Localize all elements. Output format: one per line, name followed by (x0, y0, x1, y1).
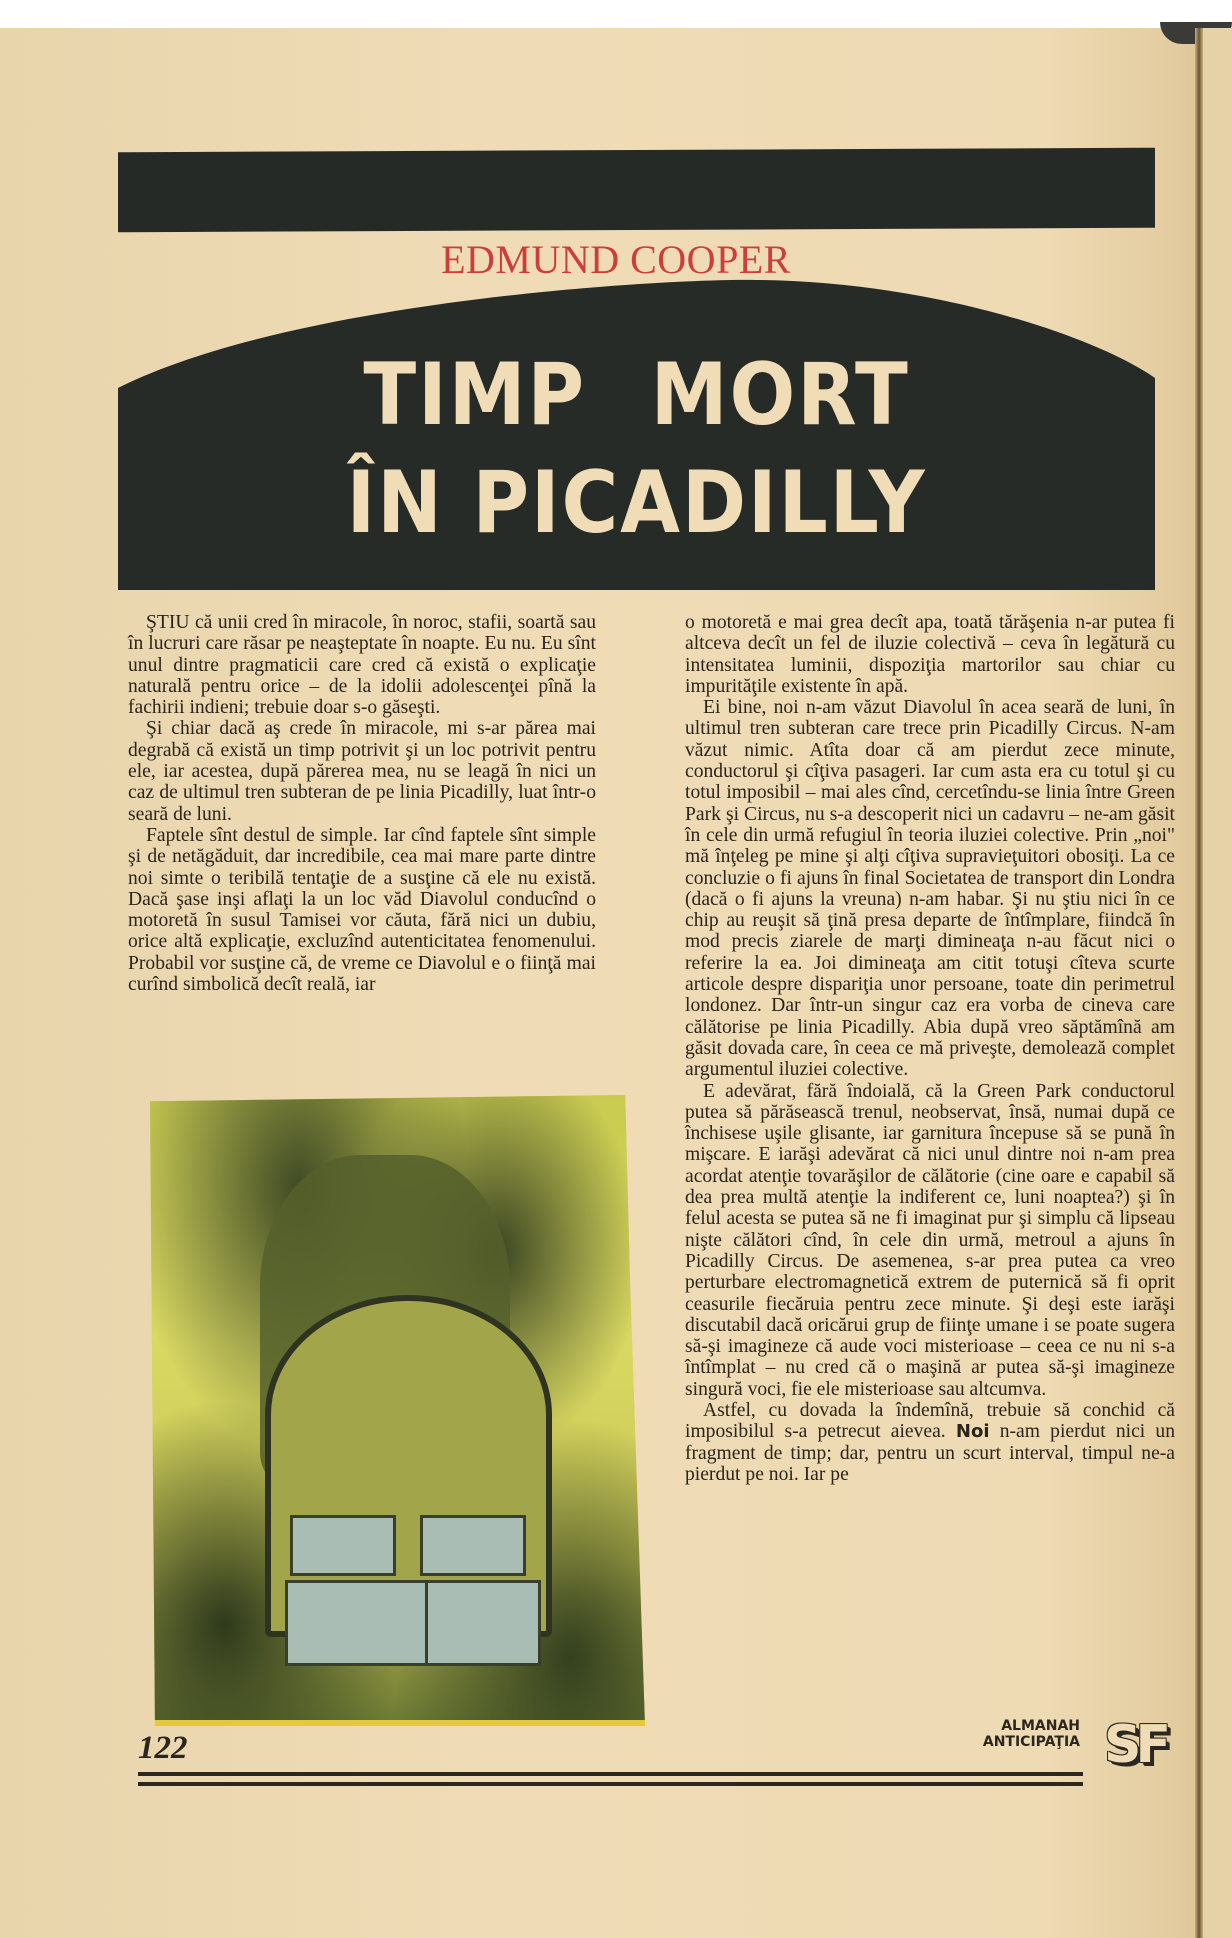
paragraph: ŞTIU că unii cred în miracole, în noroc, stafii, soartă sau în lucruri care răsar pe neaşteptate în noapte. Eu nu. Eu sînt unul dintre pragmaticii care cred că există o explicaţie naturală pentru orice – de la idolii adolescenţei pînă la fachirii indieni; trebuie doar s-o găseşti. (128, 612, 596, 719)
publication-name (935, 1718, 1080, 1750)
left-text-column (128, 612, 596, 995)
brand-line-1: ALMANAH (1001, 1718, 1080, 1734)
illustration-panel (420, 1515, 526, 1576)
title-line-1: TIMP MORT (363, 345, 910, 445)
text-span: n-am pierdut nici un fragment de timp; dar, pentru un scurt interval, timpul ne-a pierdut pe noi. Iar pe (685, 1421, 1176, 1485)
adjacent-page-edge (1203, 28, 1232, 1938)
bold-word: Noi (955, 1421, 990, 1443)
paragraph: Faptele sînt destul de simple. Iar cînd faptele sînt simple şi de netăgăduit, dar incredibile, cea mai mare parte dintre noi simte o teribilă tentaţie de a susţine că ele nu există. Dacă şase inşi aflaţi la un loc văd Diavolul conducînd o motoretă în susul Tamisei vor căuta, fără nici un dubiu, orice altă explicaţie, excluzînd autenticitatea fenomenului. Probabil vor susţine că, de vreme ce Diavolul e o fiinţă mai curînd simbolică decît reală, iar (128, 824, 596, 996)
paragraph: Ei bine, noi n-am văzut Diavolul în acea seară de luni, în ultimul tren subteran care trece prin Picadilly Circus. N-am văzut nimic. Atîta doar că am pierdut zece minute, conductorul şi cîţiva pasageri. Iar cum asta era cu totul şi cu totul imposibil – mai ales cînd, cercetîndu-se linia între Green Park şi Circus, nu s-a descoperit nici un cadavru – ne-am găsit în cele din urmă refugiul în teoria iluziei colective. Prin „noi" mă înţeleg pe mine şi alţi cîţiva supravieţuitori obosiţi. La ce concluzie o fi ajuns în final Societatea de transport din Londra (dacă o fi ajuns la vreuna) n-am habar. Şi nu ştiu nici în ce chip au reuşit să ţină presa departe de întîmplare, fiindcă în mod precis ziarele de marţi dimineaţa n-au făcut nici o referire la ea. Joi dimineaţa am citit totuşi cîteva scurte articole despre dispariţia unor persoane, toate din perimetrul londonez. Dar într-un singur caz era vorba de cineva care călătorise pe linia Picadilly. Abia după vreo săptămînă am găsit dovada care, în ceea ce mă priveşte, demolează complet argumentul iluziei colective. (685, 697, 1175, 1081)
brand-line-2: ANTICIPAŢIA (982, 1734, 1080, 1750)
paragraph-final (685, 1400, 1175, 1485)
illustration-panel (285, 1580, 431, 1666)
footer-rule-bottom (138, 1782, 1083, 1786)
author-name: EDMUND COOPER (441, 237, 791, 282)
right-text-column (685, 612, 1175, 1485)
sf-logo-icon: SF (1104, 1715, 1165, 1775)
illustration-image (150, 1095, 645, 1726)
illustration-panel (425, 1580, 541, 1666)
text-span: Astfel, cu dovada la îndemînă, trebuie să conchid că imposibilul s-a petrecut aievea. (685, 1399, 1175, 1443)
title-line-2: ÎN PICADILLY (346, 453, 927, 553)
page-gutter (1195, 28, 1203, 1938)
paragraph: E adevărat, fără îndoială, că la Green Park conductorul putea să părăsească trenul, neobservat, însă, numai după ce închisese uşile glisante, iar garnitura începuse să se pună în mişcare. E iarăşi adevărat că nici unul dintre noi n-am prea acordat atenţie tovarăşilor de călătorie (cine oare e capabil să dea prea multă atenţie la indiferent ce, luni noaptea?) şi în felul acesta se putea să ne fi imaginat pur şi simplu că lipseau nişte călători cînd, în cele din urmă, metroul a ajuns în Picadilly Circus. De asemenea, s-ar prea putea ca vreo perturbare electromagnetică extrem de puternică să fi oprit ceasurile fiecăruia pentru zece minute. Şi deşi este iarăşi discutabil dacă oricărui grup de fiinţe umane i se poate sugera să-şi imagineze că aude voci misterioase – ceea ce nu ni s-a întîmplat – nu cred că o maşină ar putea să-şi imagineze singură voci, fie ele misterioase sau altcumva. (685, 1080, 1175, 1400)
page-number: 122 (138, 1730, 188, 1766)
paragraph: Şi chiar dacă aş crede în miracole, mi s-ar părea mai degrabă că există un timp potrivit şi un loc potrivit pentru ele, iar acestea, după părerea mea, nu se leagă în nici un caz de ultimul tren subteran de pe linia Picadilly, luat într-o seară de luni. (128, 718, 596, 825)
header-black-bar (118, 148, 1155, 233)
paragraph: o motoretă e mai grea decît apa, toată tărăşenia n-ar putea fi altceva decît un fel de iluzie colectivă – ceva în legătură cu intensitatea luminii, dispoziţia martorilor sau chiar cu impurităţile existente în apă. (685, 612, 1175, 697)
footer-rule-top (138, 1772, 1083, 1776)
illustration-panel (290, 1515, 396, 1576)
